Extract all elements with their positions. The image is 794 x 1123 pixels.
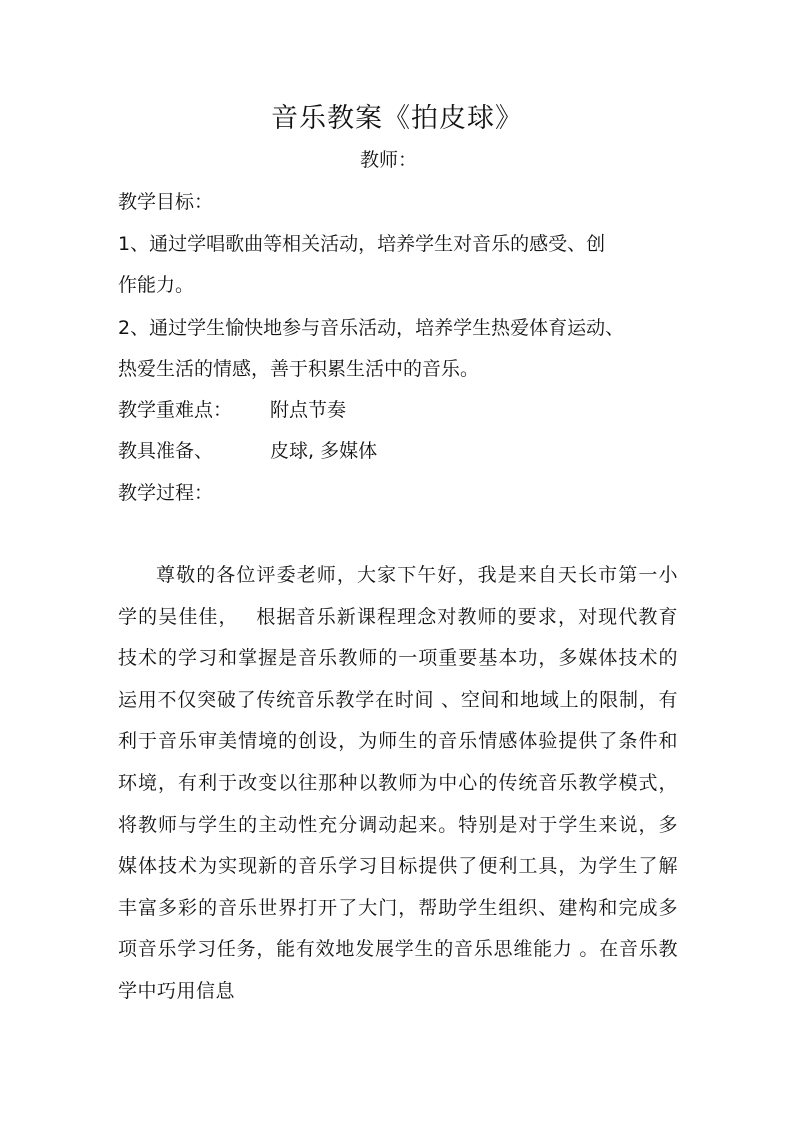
intro-paragraph: 尊敬的各位评委老师，大家下午好，我是来自天长市第一小学的吴佳佳， 根据音乐新课程理念对教师的要求，对现代教育技术的学习和掌握是音乐教师的一项重要基本功，多媒体技术的运用不仅突破了传统音乐教学在时间 、空间和地域上的限制，有利于音乐审美情境的创设，为师生的音乐情感体验提供了条件和环境，有利于改变以往那种以教师为中心的传统音乐教学模式，将教师与学生的主动性充分调动起来。特别是对于学生来说，多媒体技术为实现新的音乐学习目标提供了便利工具，为学生了解丰富多彩的音乐世界打开了大门，帮助学生组织、建构和完成多项音乐学习任务，能有效地发展学生的音乐思维能力 。在音乐教学中巧用信息 [118,564,678,1002]
objectives-heading: 教学目标： [118,191,214,213]
teacher-label: 教师： [360,149,418,171]
key-points-row [118,396,346,424]
objective-1-line-2: 作能力。 [118,274,195,296]
materials-row [118,437,377,465]
materials-value: 皮球, 多媒体 [270,440,378,462]
materials-label: 教具准备、 [118,440,214,462]
objective-1-line-1: 1、通过学唱歌曲等相关活动，培养学生对音乐的感受、创 [118,233,606,255]
objective-2-line-1: 2、通过学生愉快地参与音乐活动，培养学生热爱体育运动、 [118,317,625,339]
process-heading: 教学过程： [118,482,214,504]
objective-2-line-2: 热爱生活的情感，善于积累生活中的音乐。 [118,358,480,380]
key-points-label: 教学重难点： [118,399,233,421]
page-title: 音乐教案《拍皮球》 [271,103,523,134]
key-points-value: 附点节奏 [270,399,347,421]
